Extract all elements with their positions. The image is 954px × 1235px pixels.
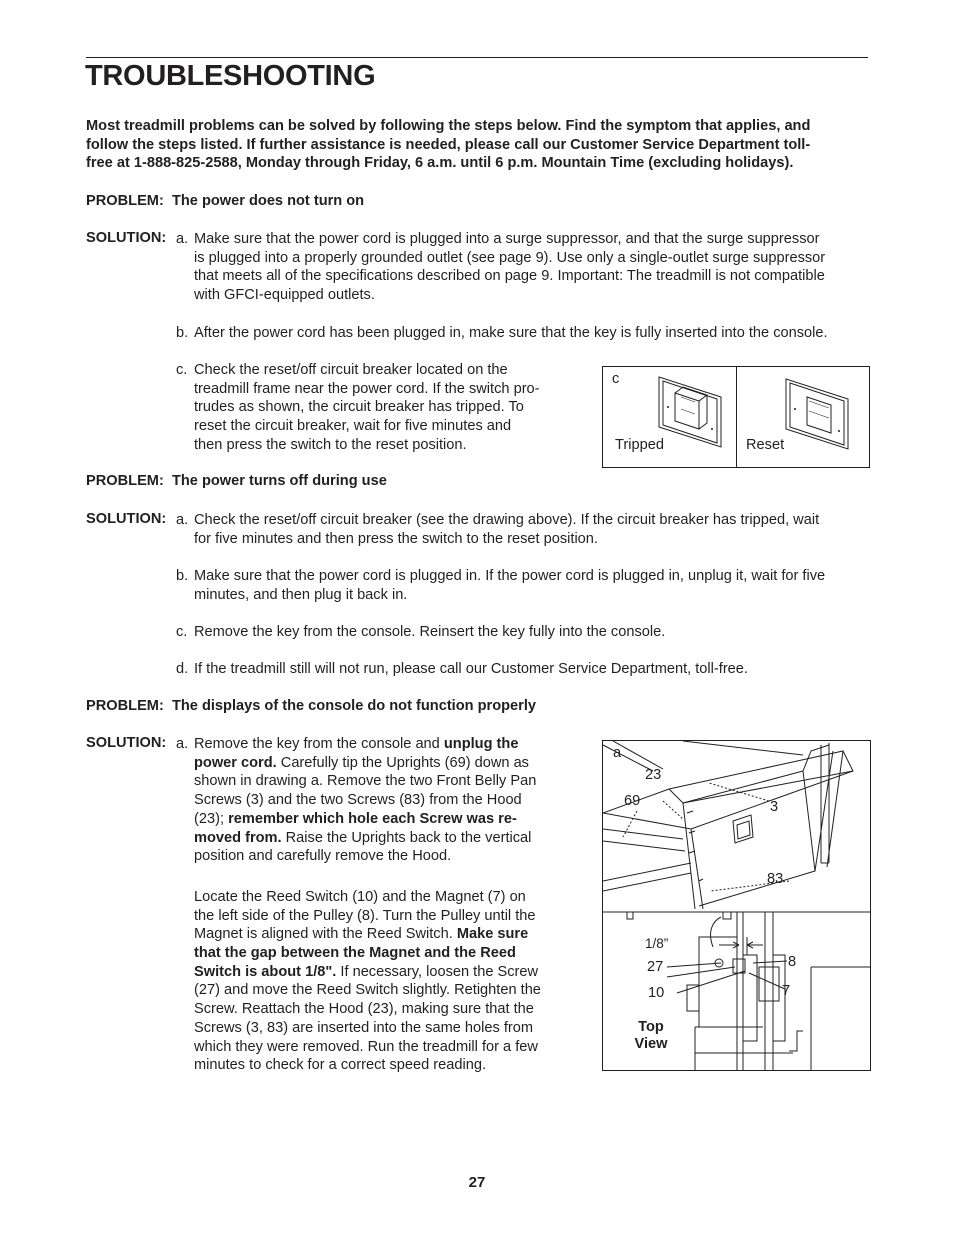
problem-3-heading: PROBLEM: The displays of the console do not function properly (86, 698, 537, 714)
callout-3: 3 (770, 799, 779, 815)
text-run: Remove the key from the console and (194, 736, 444, 752)
bold-text: moved from. (194, 829, 282, 846)
p3-step-a: a. Remove the key from the console and unplug the power cord. Carefully tip the Uprights (69) down as shown in drawing a. Remove the two Front Belly Pan Screws (3) and the two Screws (83) from the Hood (23); remember which hole each Screw was re- moved from. Raise the Uprights back to the vertical position and carefully remove the Hood. Locate the Reed Switch (10) and the Magnet (7) on the left side of the Pulley (8). Turn the Pulley until the Magnet is aligned with the Reed Switch. Make sure that the gap between the Magnet and the Reed Switch is about 1/8". If necessary, loosen the Screw (27) and move the Reed Switch slightly. Retighten the Screw. Reattach the Hood (23), making sure that the Screws (3, 83) are inserted into the same holes from which they were removed. Run the treadmill for a few minutes to check for a correct speed reading. (176, 736, 541, 1074)
solution-1-label: SOLUTION: (86, 230, 167, 246)
bold-text: power cord. (194, 754, 277, 771)
text-line (194, 963, 541, 982)
solution-3-label: SOLUTION: (86, 735, 167, 751)
p2-step-d: d. If the treadmill still will not run, please call our Customer Service Department, toll-free. (176, 661, 748, 677)
text-run: Screws (3) and the two Screws (83) from the Hood (194, 792, 522, 809)
text-line (194, 888, 541, 907)
text-run: position and carefully remove the Hood. (194, 848, 452, 865)
bold-text: that the gap between the Magnet and the Reed (194, 945, 516, 962)
breaker-drawings (603, 367, 869, 467)
reset-label: Reset (746, 437, 785, 453)
text-run: Screws (3, 83) are inserted into the same holes from (194, 1019, 534, 1036)
problem-2-heading: PROBLEM: The power turns off during use (86, 473, 387, 489)
callout-23: 23 (645, 767, 662, 783)
page-title: TROUBLESHOOTING (85, 60, 376, 92)
text-line (194, 1056, 541, 1075)
text-run: which they were removed. Run the treadmill for a few (194, 1038, 538, 1055)
text-line (194, 735, 541, 754)
text-line (194, 944, 541, 963)
p2-step-b: b. Make sure that the power cord is plugged in. If the power cord is plugged in, unplug it, wait for five minutes, and then plug it back in. (176, 568, 826, 603)
bold-text: Make sure (456, 926, 529, 943)
text-run: If necessary, loosen the Screw (336, 963, 539, 980)
p2-step-a: a. Check the reset/off circuit breaker (see the drawing above). If the circuit breaker has tripped, wait for five minutes and then press the switch to the reset position. (176, 512, 820, 547)
top-view-label: Top View (634, 1019, 668, 1052)
bold-text: Switch is about 1/8". (194, 963, 337, 980)
text-line (194, 847, 541, 866)
bold-text: remember which hole each Screw was re- (228, 810, 517, 827)
text-run: Locate the Reed Switch (10) and the Magnet (7) on (194, 888, 526, 905)
intro-paragraph: Most treadmill problems can be solved by following the steps below. Find the symptom that applies, and follow the steps listed. If further assistance is needed, please call our Customer Service Department toll- free at 1-888-825-2588, Monday through Friday, 6 a.m. until 6 p.m. Mountain Time (excluding holidays). (86, 118, 811, 172)
p1-step-b: b. After the power cord has been plugged in, make sure that the key is fully inserted into the console. (176, 325, 828, 341)
text-run: minutes to check for a correct speed reading. (194, 1057, 487, 1074)
text-line (194, 907, 541, 926)
text-run: the left side of the Pulley (8). Turn the Pulley until the (194, 907, 536, 924)
reed-switch-figure (602, 740, 871, 1071)
callout-27: 27 (647, 959, 664, 975)
figure-a-letter: a (613, 745, 622, 761)
text-line (194, 925, 541, 944)
text-line (194, 754, 541, 773)
p1-step-c: c. Check the reset/off circuit breaker located on the treadmill frame near the power cord. If the switch pro- trudes as shown, the circuit breaker has tripped. To reset the circuit breaker, wait for five minutes and then press the switch to the reset position. (176, 362, 540, 453)
text-line (194, 791, 541, 810)
text-run: Carefully tip the Uprights (69) down as (276, 754, 529, 771)
bold-text: unplug the (443, 736, 519, 752)
page-number: 27 (468, 1174, 486, 1191)
text-line (194, 1000, 541, 1019)
callout-gap: 1/8” (645, 936, 669, 951)
text-line (194, 810, 541, 829)
callout-10: 10 (648, 985, 665, 1001)
hood-frame-drawing (603, 741, 853, 909)
p3-paragraph-2 (194, 888, 541, 1075)
text-run: Magnet is aligned with the Reed Switch. (194, 926, 457, 943)
text-line (194, 772, 541, 791)
solution-2-label: SOLUTION: (86, 511, 167, 527)
text-line (194, 1038, 541, 1057)
callout-7: 7 (782, 983, 791, 999)
text-run: (23); (194, 810, 229, 827)
text-line (194, 1019, 541, 1038)
text-run: (27) and move the Reed Switch slightly. Retighten the (194, 982, 541, 999)
problem-1-heading: PROBLEM: The power does not turn on (86, 193, 365, 209)
callout-69: 69 (624, 793, 641, 809)
callout-83: 83 (767, 871, 784, 887)
gap-arrows (719, 937, 763, 955)
breaker-tripped-icon (659, 377, 721, 447)
tripped-label: Tripped (615, 437, 664, 453)
p2-step-c: c. Remove the key from the console. Reinsert the key fully into the console. (176, 624, 666, 640)
text-line (194, 981, 541, 1000)
figure-c-letter: c (612, 371, 620, 387)
text-run: Screw. Reattach the Hood (23), making sure that the (194, 1001, 534, 1018)
p1-step-a: a. Make sure that the power cord is plugged into a surge suppressor, and that the surge suppressor is plugged into a properly grounded outlet (see page 9). Use only a single-outlet surge suppressor that meets all of the specifications described on page 9. Important: The treadmill is not compatible with GFCI-equipped outlets. (176, 231, 826, 304)
callout-8: 8 (788, 954, 797, 970)
text-line (194, 829, 541, 848)
text-run: Raise the Uprights back to the vertical (281, 829, 532, 846)
circuit-breaker-figure (602, 366, 870, 468)
top-rule (86, 57, 868, 58)
text-run: shown in drawing a. Remove the two Front Belly Pan (194, 773, 537, 790)
p3-paragraph-1 (194, 735, 541, 866)
breaker-reset-icon (786, 379, 848, 449)
